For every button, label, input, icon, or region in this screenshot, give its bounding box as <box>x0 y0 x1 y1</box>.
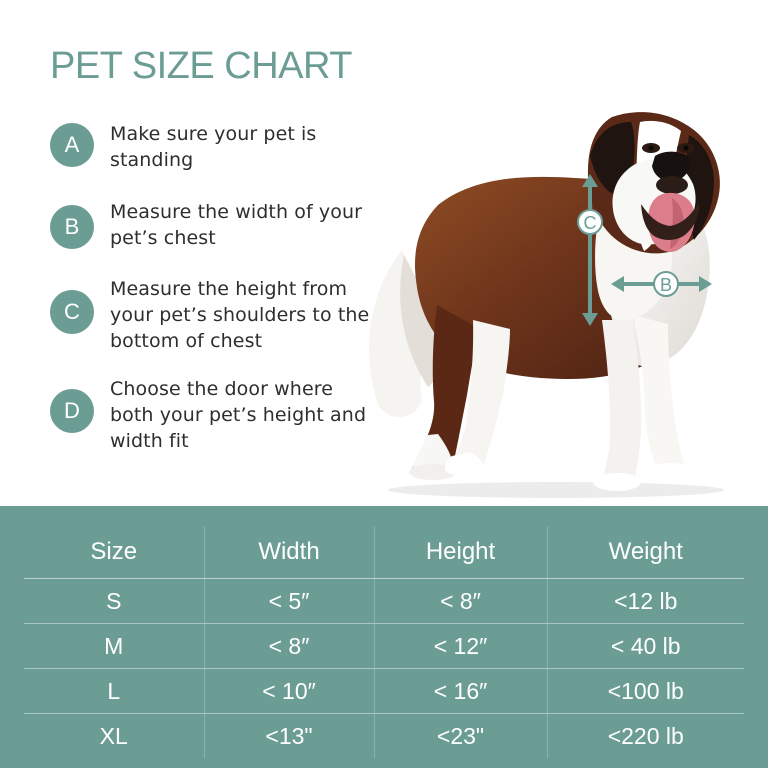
size-table-header-row <box>24 526 744 579</box>
size-table-header <box>24 526 744 579</box>
table-row <box>24 669 744 714</box>
table-row <box>24 579 744 624</box>
column-header-size: Size <box>24 526 204 579</box>
weight-cell: <100 lb <box>547 669 744 714</box>
step-a <box>50 121 380 173</box>
width-arrow-right-icon <box>699 276 712 292</box>
measurement-overlay <box>350 100 768 510</box>
step-a-text: Make sure your pet is standing <box>110 123 317 171</box>
step-d-badge: D <box>50 389 94 433</box>
step-d <box>50 376 380 454</box>
width-label-text: B <box>659 275 673 295</box>
page-title: PET SIZE CHART <box>50 45 352 87</box>
column-header-width: Width <box>204 526 374 579</box>
size-table-panel <box>0 506 768 768</box>
size-table-body <box>24 579 744 759</box>
height-arrow-top-icon <box>582 174 598 187</box>
step-b-badge: B <box>50 205 94 249</box>
width-arrow-left-icon <box>611 276 624 292</box>
height-cell: < 12″ <box>374 624 547 669</box>
height-label-text: C <box>583 213 597 233</box>
table-row <box>24 714 744 759</box>
width-cell: < 5″ <box>204 579 374 624</box>
step-a-badge: A <box>50 123 94 167</box>
column-header-height: Height <box>374 526 547 579</box>
step-b <box>50 199 380 251</box>
step-c <box>50 276 380 354</box>
width-cell: <13" <box>204 714 374 759</box>
width-cell: < 8″ <box>204 624 374 669</box>
width-cell: < 10″ <box>204 669 374 714</box>
size-table <box>24 526 744 758</box>
size-cell: M <box>24 624 204 669</box>
table-row <box>24 624 744 669</box>
weight-cell: < 40 lb <box>547 624 744 669</box>
height-cell: < 8″ <box>374 579 547 624</box>
height-cell: < 16″ <box>374 669 547 714</box>
size-cell: L <box>24 669 204 714</box>
step-b-text: Measure the width of your pet’s chest <box>110 201 362 249</box>
weight-cell: <220 lb <box>547 714 744 759</box>
size-cell: XL <box>99 722 128 749</box>
height-cell: <23" <box>374 714 547 759</box>
height-arrow-bottom-icon <box>582 313 598 326</box>
dog-illustration <box>350 100 768 510</box>
column-header-weight: Weight <box>547 526 744 579</box>
step-d-text: Choose the door where both your pet’s height and width fit <box>110 378 367 452</box>
step-c-text: Measure the height from your pet’s shoulders to the bottom of chest <box>110 278 370 352</box>
weight-cell: <12 lb <box>547 579 744 624</box>
size-cell: S <box>24 579 204 624</box>
step-c-badge: C <box>50 290 94 334</box>
